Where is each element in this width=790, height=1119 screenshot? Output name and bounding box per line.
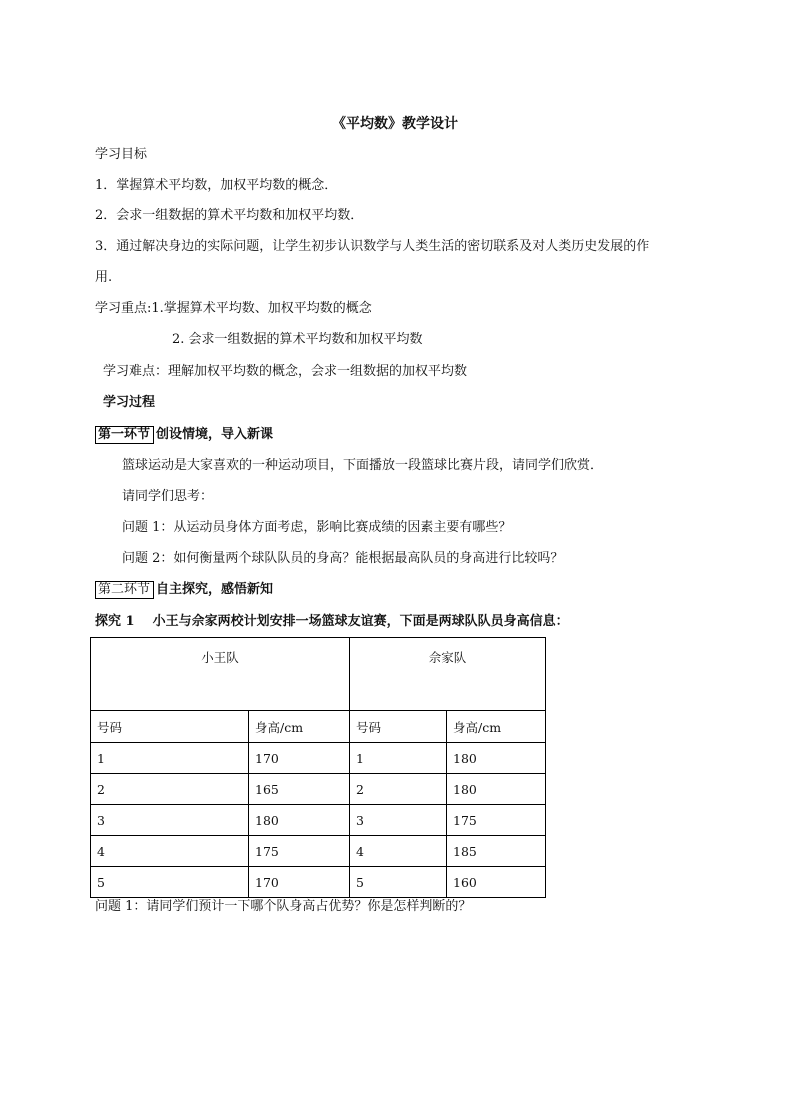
table-cell: 2 bbox=[91, 774, 249, 805]
column-header: 号码 bbox=[91, 711, 249, 743]
section-1-question-1: 问题 1：从运动员身体方面考虑，影响比赛成绩的因素主要有哪些？ bbox=[122, 520, 512, 535]
section-2-title: 自主探究，感悟新知 bbox=[156, 582, 274, 597]
table-row bbox=[91, 774, 546, 805]
column-header: 身高/cm bbox=[249, 711, 350, 743]
explore-1-line bbox=[95, 612, 569, 632]
section-1-label: 第一环节 bbox=[95, 426, 154, 444]
goal-2: 2．会求一组数据的算术平均数和加权平均数． bbox=[95, 208, 364, 223]
section-1-heading bbox=[95, 425, 273, 445]
table-cell: 3 bbox=[350, 805, 447, 836]
table-row bbox=[91, 867, 546, 898]
key-points-line-2: 2. 会求一组数据的算术平均数和加权平均数 bbox=[172, 332, 423, 347]
table-cell: 4 bbox=[350, 836, 447, 867]
table-team-header-row bbox=[91, 638, 546, 711]
table-cell: 160 bbox=[447, 867, 546, 898]
difficulty-line: 学习难点：理解加权平均数的概念，会求一组数据的加权平均数 bbox=[103, 364, 468, 379]
table-cell: 170 bbox=[249, 743, 350, 774]
section-1-paragraph-1: 篮球运动是大家喜欢的一种运动项目，下面播放一段篮球比赛片段，请同学们欣赏． bbox=[122, 458, 604, 473]
table-cell: 175 bbox=[249, 836, 350, 867]
column-header: 身高/cm bbox=[447, 711, 546, 743]
table-cell: 4 bbox=[91, 836, 249, 867]
question-after-table: 问题 1：请同学们预计一下哪个队身高占优势？你是怎样判断的？ bbox=[95, 899, 472, 914]
section-1-title: 创设情境，导入新课 bbox=[156, 427, 274, 442]
height-table bbox=[90, 637, 546, 898]
table-cell: 185 bbox=[447, 836, 546, 867]
table-cell: 5 bbox=[91, 867, 249, 898]
table-column-header-row bbox=[91, 711, 546, 743]
table-cell: 170 bbox=[249, 867, 350, 898]
table-row bbox=[91, 743, 546, 774]
document-title: 《平均数》教学设计 bbox=[332, 116, 458, 132]
table-row bbox=[91, 836, 546, 867]
section-1-paragraph-2: 请同学们思考： bbox=[122, 489, 214, 504]
section-2-heading bbox=[95, 580, 273, 600]
process-heading: 学习过程 bbox=[103, 395, 156, 410]
explore-1-label: 探究 1 bbox=[95, 614, 135, 629]
table-cell: 165 bbox=[249, 774, 350, 805]
table-cell: 180 bbox=[447, 774, 546, 805]
goal-3: 3．通过解决身边的实际问题，让学生初步认识数学与人类生活的密切联系及对人类历史发展的作 bbox=[95, 239, 650, 254]
team-2-header: 佘家队 bbox=[350, 638, 546, 711]
table-cell: 1 bbox=[91, 743, 249, 774]
table-cell: 180 bbox=[249, 805, 350, 836]
key-points-line-1: 学习重点:1.掌握算术平均数、加权平均数的概念 bbox=[95, 301, 372, 316]
goal-3-continued: 用. bbox=[95, 270, 113, 285]
team-1-header: 小王队 bbox=[91, 638, 350, 711]
table-cell: 180 bbox=[447, 743, 546, 774]
table-cell: 1 bbox=[350, 743, 447, 774]
column-header: 号码 bbox=[350, 711, 447, 743]
table-cell: 3 bbox=[91, 805, 249, 836]
table-row bbox=[91, 805, 546, 836]
goal-1: 1．掌握算术平均数，加权平均数的概念． bbox=[95, 178, 338, 193]
explore-1-text: 小王与佘家两校计划安排一场篮球友谊赛，下面是两球队队员身高信息： bbox=[152, 614, 569, 629]
goals-heading: 学习目标 bbox=[95, 147, 148, 162]
table-cell: 2 bbox=[350, 774, 447, 805]
table-cell: 175 bbox=[447, 805, 546, 836]
table-cell: 5 bbox=[350, 867, 447, 898]
section-1-question-2: 问题 2：如何衡量两个球队队员的身高？能根据最高队员的身高进行比较吗？ bbox=[122, 551, 564, 566]
section-2-label: 第二环节 bbox=[95, 581, 154, 599]
